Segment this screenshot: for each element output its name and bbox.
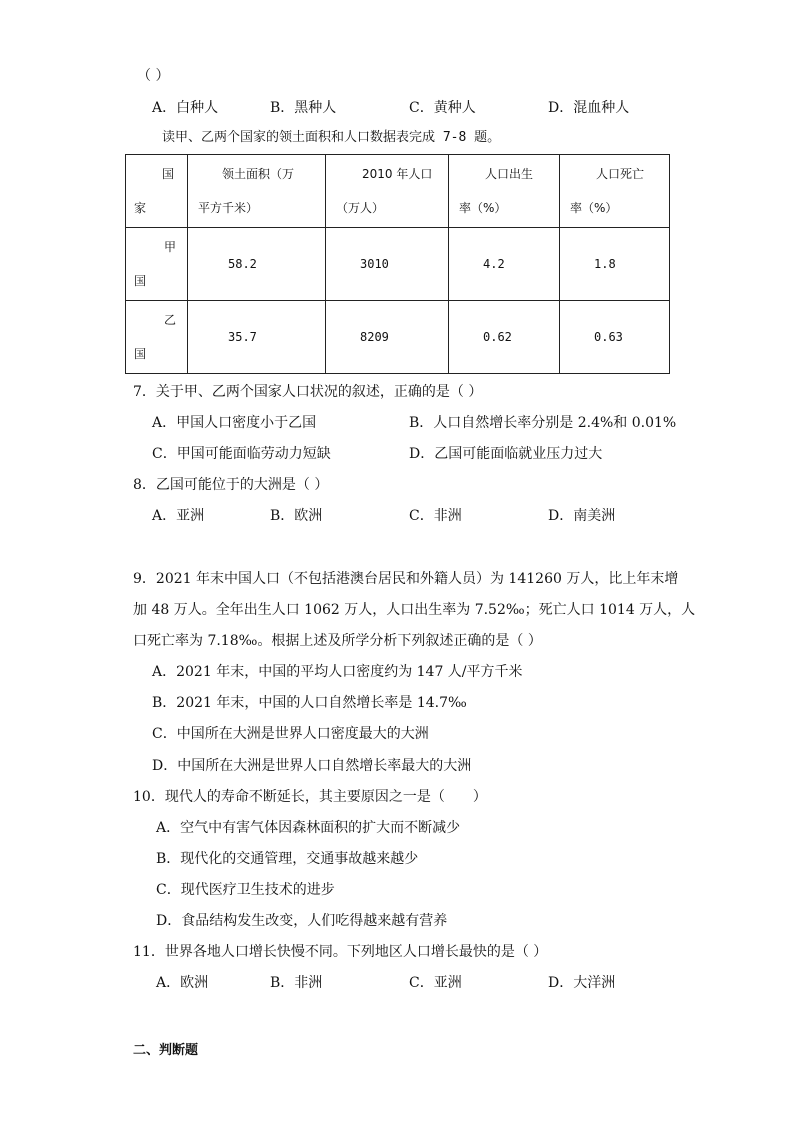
q11-option-b: B．非洲 (270, 975, 323, 991)
table-row (126, 301, 670, 374)
q8-option-c: C．非洲 (409, 508, 462, 524)
row-birth-rate: 0.62 (449, 301, 560, 374)
row-country: 甲 国 (126, 228, 188, 301)
header-population: 2010 年人口 （万人） (326, 155, 449, 228)
q8-option-b: B．欧洲 (270, 508, 323, 524)
row-area: 58.2 (188, 228, 326, 301)
row-country: 乙 国 (126, 301, 188, 374)
table-header-row (126, 155, 670, 228)
header-area: 领土面积（万 平方千米） (188, 155, 326, 228)
q9-stem-line-3: 口死亡率为 7.18‰。根据上述及所学分析下列叙述正确的是（ ） (133, 633, 542, 649)
row-death-rate: 1.8 (560, 228, 670, 301)
header-country: 国 家 (126, 155, 188, 228)
q10-option-b: B．现代化的交通管理，交通事故越来越少 (156, 851, 419, 867)
header-death-rate: 人口死亡 率（%） (560, 155, 670, 228)
q10-option-c: C．现代医疗卫生技术的进步 (156, 882, 335, 898)
q9-stem-line-2: 加 48 万人。全年出生人口 1062 万人，人口出生率为 7.52‰；死亡人口 1014 万人，人 (133, 602, 696, 618)
q7-option-c: C．甲国可能面临劳动力短缺 (152, 446, 331, 462)
prev-option-b: B．黑种人 (270, 100, 337, 116)
table-row (126, 228, 670, 301)
q10-option-a: A．空气中有害气体因森林面积的扩大而不断减少 (156, 820, 461, 836)
prev-question-bracket: （ ） (137, 68, 170, 84)
q10-stem: 10．现代人的寿命不断延长，其主要原因之一是（ ） (133, 789, 487, 805)
prev-option-c: C．黄种人 (409, 100, 476, 116)
row-population: 8209 (326, 301, 449, 374)
q9-stem-line-1: 9．2021 年末中国人口（不包括港澳台居民和外籍人员）为 141260 万人，比上年末增 (133, 571, 679, 587)
q10-option-d: D．食品结构发生改变，人们吃得越来越有营养 (156, 913, 448, 929)
section-heading-judgement: 二、判断题 (133, 1043, 199, 1058)
q7-stem: 7．关于甲、乙两个国家人口状况的叙述，正确的是（ ） (133, 384, 483, 400)
q11-stem: 11．世界各地人口增长快慢不同。下列地区人口增长最快的是（ ） (133, 944, 548, 960)
row-area: 35.7 (188, 301, 326, 374)
prev-option-a: A．白种人 (152, 100, 219, 116)
q7-option-d: D．乙国可能面临就业压力过大 (409, 446, 603, 462)
q7-option-a: A．甲国人口密度小于乙国 (152, 415, 317, 431)
q8-stem: 8．乙国可能位于的大洲是（ ） (133, 477, 329, 493)
q9-option-d: D．中国所在大洲是世界人口自然增长率最大的大洲 (152, 758, 472, 774)
q11-option-c: C．亚洲 (409, 975, 462, 991)
q8-option-a: A．亚洲 (152, 508, 205, 524)
q11-option-a: A．欧洲 (156, 975, 209, 991)
q9-option-b: B．2021 年末，中国的人口自然增长率是 14.7‰ (152, 695, 467, 711)
prev-option-d: D．混血种人 (548, 100, 630, 116)
q8-option-d: D．南美洲 (548, 508, 616, 524)
q7-option-b: B．人口自然增长率分别是 2.4%和 0.01% (409, 415, 677, 431)
header-birth-rate: 人口出生 率（%） (449, 155, 560, 228)
q11-option-d: D．大洋洲 (548, 975, 616, 991)
row-birth-rate: 4.2 (449, 228, 560, 301)
table-intro: 读甲、乙两个国家的领土面积和人口数据表完成 7-8 题。 (162, 130, 501, 145)
q9-option-a: A．2021 年末，中国的平均人口密度约为 147 人/平方千米 (152, 664, 523, 680)
q9-option-c: C．中国所在大洲是世界人口密度最大的大洲 (152, 726, 429, 742)
row-death-rate: 0.63 (560, 301, 670, 374)
population-table (125, 154, 670, 374)
row-population: 3010 (326, 228, 449, 301)
